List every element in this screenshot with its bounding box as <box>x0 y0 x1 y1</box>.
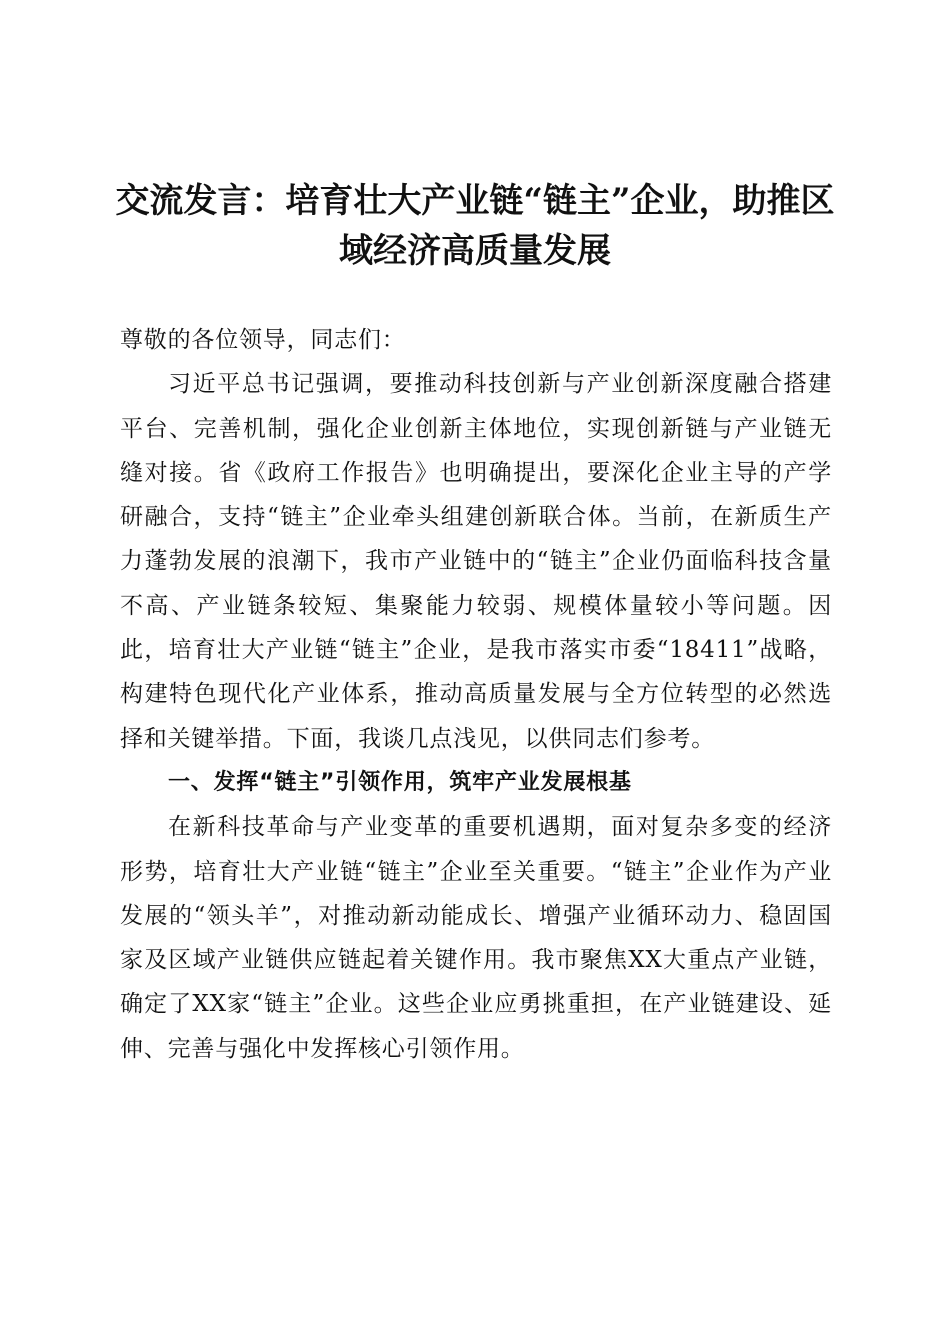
section-1-heading: 一、发挥“链主”引领作用，筑牢产业发展根基 <box>168 769 632 795</box>
intro-paragraph: 习近平总书记强调，要推动科技创新与产业创新深度融合搭建平台、完善机制，强化企业创新主体地位，实现创新链与产业链无缝对接。省《政府工作报告》也明确提出，要深化企业主导的产学研融合，支持“链主”企业牵头组建创新联合体。当前，在新质生产力蓬勃发展的浪潮下，我市产业链中的“链主”企业仍面临科技含量不高、产业链条较短、集聚能力较弱、规模体量较小等问题。因此，培育壮大产业链“链主”企业，是我市落实市委“18411”战略，构建特色现代化产业体系，推动高质量发展与全方位转型的必然选择和关键举措。下面，我谈几点浅见，以供同志们参考。 <box>120 371 832 752</box>
document-title: 交流发言：培育壮大产业链“链主”企业，助推区域经济高质量发展 <box>115 181 835 271</box>
salutation: 尊敬的各位领导，同志们： <box>120 327 406 353</box>
document-body <box>120 318 832 1071</box>
section-1-paragraph: 在新科技革命与产业变革的重要机遇期，面对复杂多变的经济形势，培育壮大产业链“链主”企业至关重要。“链主”企业作为产业发展的“领头羊”，对推动新动能成长、增强产业循环动力、稳固国家及区域产业链供应链起着关键作用。我市聚焦XX大重点产业链，确定了XX家“链主”企业。这些企业应勇挑重担，在产业链建设、延伸、完善与强化中发挥核心引领作用。 <box>120 814 832 1062</box>
